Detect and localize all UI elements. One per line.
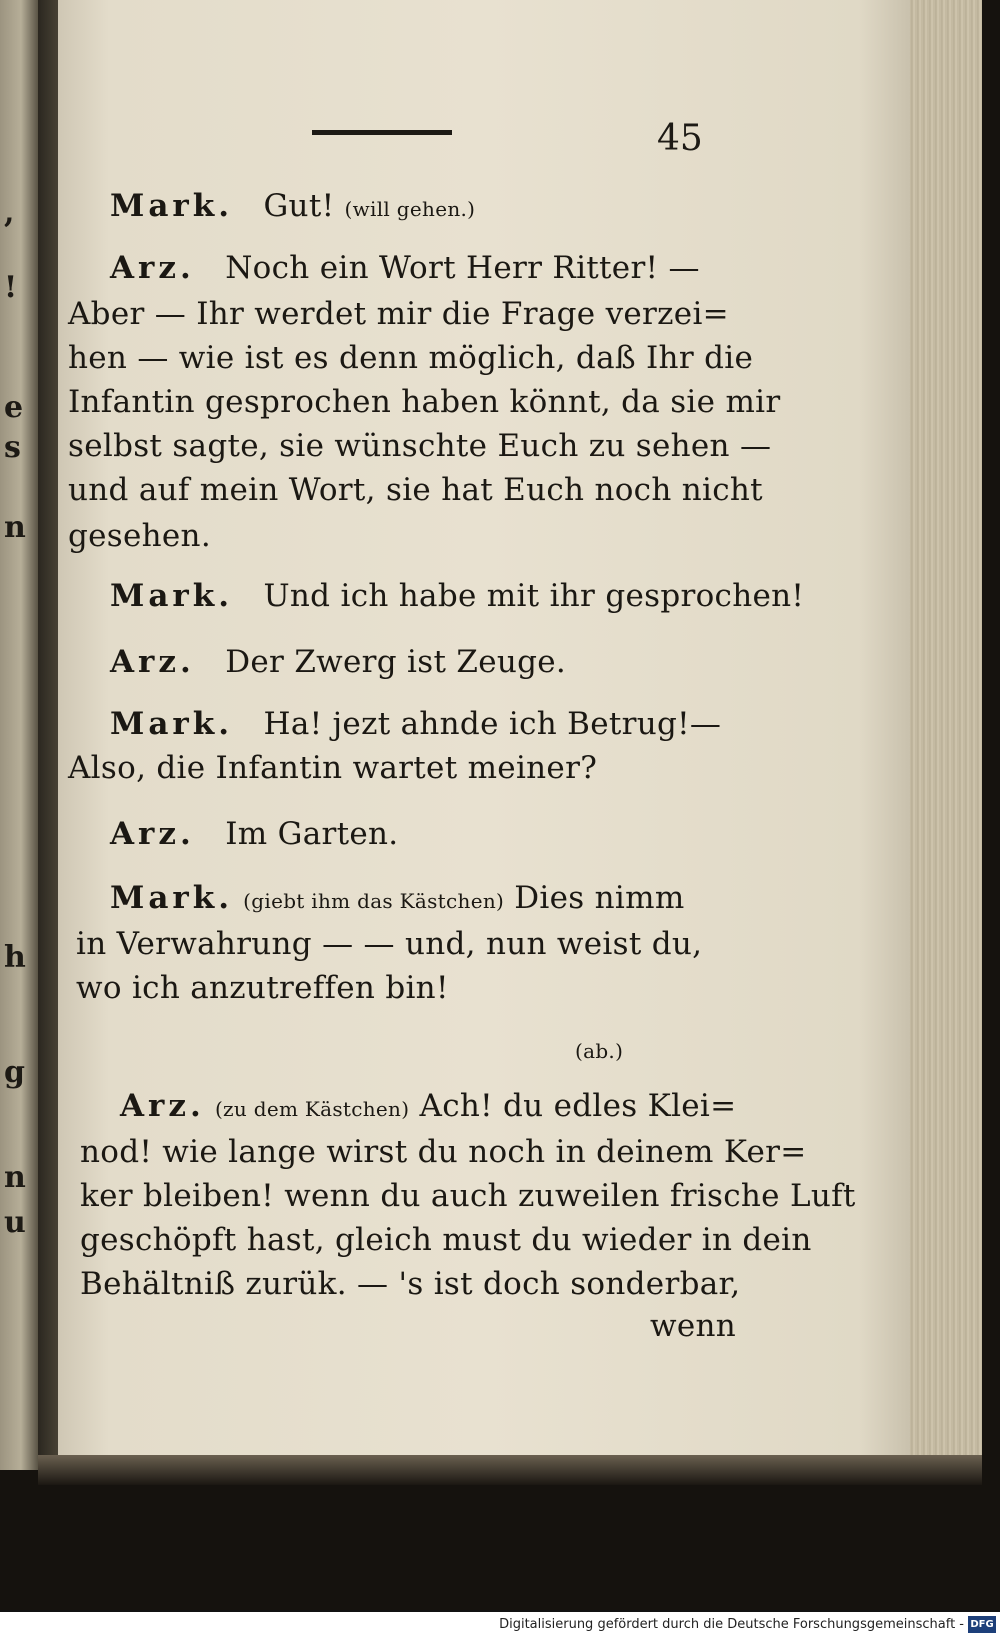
speaker-name: Arz. [110, 816, 195, 852]
dialogue-text: Noch ein Wort Herr Ritter! — [225, 250, 700, 286]
footer-bar [0, 1612, 1000, 1639]
text-line-4: hen — wie ist es denn möglich, daß Ihr die [68, 340, 754, 376]
text-line-9 [110, 578, 804, 614]
text-line-17 [575, 1030, 623, 1066]
book-gutter [38, 0, 60, 1470]
text-line-2 [110, 250, 700, 286]
dialogue-text: Gut! [263, 188, 335, 224]
speaker-name: Arz. [110, 644, 195, 680]
speaker-name: Arz. [120, 1088, 205, 1124]
text-line-12: Also, die Infantin wartet meiner? [68, 750, 598, 786]
text-line-10 [110, 644, 566, 680]
header-rule [312, 130, 452, 135]
text-line-16: wo ich anzutreffen bin! [76, 970, 449, 1006]
margin-fragment: h [4, 940, 26, 975]
dialogue-text: Und ich habe mit ihr gesprochen! [263, 578, 805, 614]
margin-fragment: n [4, 1160, 26, 1195]
text-line-20: ker bleiben! wenn du auch zuweilen frische Luft [80, 1178, 856, 1214]
text-line-22: Behältniß zurük. — 's ist doch sonderbar, [80, 1266, 741, 1302]
page-number: 45 [657, 118, 703, 159]
text-line-19: nod! wie lange wirst du noch in deinem Ker= [80, 1134, 807, 1170]
margin-fragment: n [4, 510, 26, 545]
text-line-18 [120, 1088, 736, 1124]
speaker-name: Mark. [110, 880, 234, 916]
dialogue-text: Ach! du edles Klei= [419, 1088, 737, 1124]
text-line-8: gesehen. [68, 518, 211, 554]
speaker-name: Mark. [110, 188, 234, 224]
dialogue-text: Im Garten. [225, 816, 399, 852]
text-line-3: Aber — Ihr werdet mir die Frage verzei= [68, 296, 729, 332]
margin-fragment: , [4, 195, 15, 230]
margin-fragment: u [4, 1205, 26, 1240]
page-bottom-shadow [38, 1455, 982, 1485]
speaker-name: Arz. [110, 250, 195, 286]
speaker-name: Mark. [110, 706, 234, 742]
margin-fragment: ! [4, 270, 18, 305]
stage-direction: (will gehen.) [344, 197, 476, 221]
text-line-6: selbst sagte, sie wünschte Euch zu sehen — [68, 428, 772, 464]
margin-fragment: s [4, 430, 21, 465]
text-line-7: und auf mein Wort, sie hat Euch noch nicht [68, 472, 763, 508]
dialogue-text: Der Zwerg ist Zeuge. [225, 644, 567, 680]
funding-credit: Digitalisierung gefördert durch die Deutsche Forschungsgemeinschaft - [499, 1617, 964, 1632]
text-line-15: in Verwahrung — — und, nun weist du, [76, 926, 703, 962]
margin-fragment: g [4, 1055, 25, 1090]
text-line-5: Infantin gesprochen haben könnt, da sie mir [68, 384, 781, 420]
page-block-edge [910, 0, 982, 1465]
text-line-13 [110, 816, 398, 852]
speaker-name: Mark. [110, 578, 234, 614]
stage-direction: (ab.) [575, 1039, 624, 1063]
previous-page-edge [0, 0, 38, 1470]
stage-direction: (zu dem Kästchen) [214, 1097, 410, 1121]
text-line-21: geschöpft hast, gleich must du wieder in dein [80, 1222, 812, 1258]
dfg-logo: DFG [968, 1616, 996, 1633]
stage-direction: (giebt ihm das Kästchen) [243, 889, 505, 913]
margin-fragment: e [4, 390, 24, 425]
text-line-1 [110, 188, 475, 224]
catchword: wenn [650, 1308, 737, 1344]
dialogue-text: Ha! jezt ahnde ich Betrug!— [263, 706, 722, 742]
text-line-14 [110, 880, 685, 916]
text-line-11 [110, 706, 721, 742]
dialogue-text: Dies nimm [514, 880, 685, 916]
